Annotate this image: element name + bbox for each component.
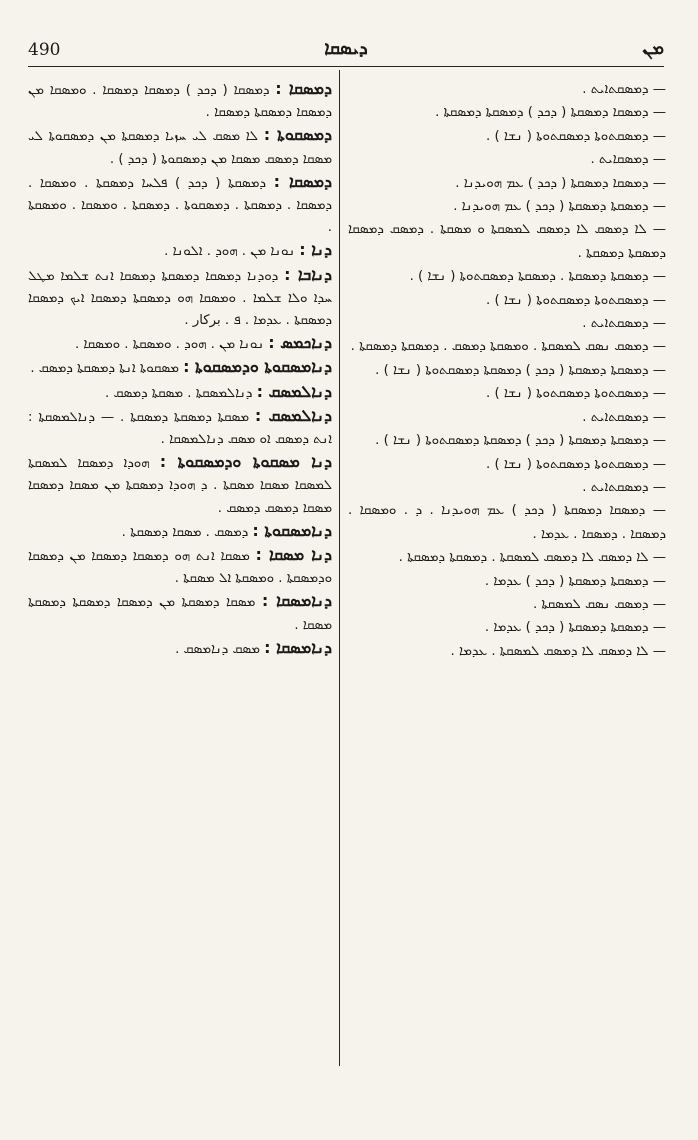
- dictionary-entry: [28, 264, 332, 333]
- dictionary-subentry: — ܕܡܣܩܬܐ ܕܡܣܩܬܐ . ܕܡܣܩܬܐ ܕܡܣܩܬܘܬܐ ( ܢܫܐ ) .: [409, 269, 666, 285]
- dictionary-subentry: — ܕܡܣܩܐܝܬ .: [590, 152, 666, 168]
- dictionary-entry: [28, 356, 332, 380]
- entry-headword: ܕܢܐܡܣܩܐ :: [264, 637, 332, 657]
- dictionary-subentry: — ܕܡܣܩܐ ܕܡܣܩܬܐ ( ܕܟܕ ) ܕܡܣܩܬܐ ܕܡܣܩܬܐ .: [435, 105, 666, 121]
- left-column: [28, 78, 332, 661]
- entry-headword: ܕܢܐܠܡܣܩ :: [254, 405, 333, 425]
- entry-definition: ܕܘܕܢܐ ܕܡܣܩܐ ܕܡܣܩܬܐ ܕܡܣܩܐ ܐܢܬ ܫܠܡܐ ܡܛܠ ܚܕܐ ܘܠܐ ܫܠܡܐ . ܘܡܣܩܐ ܗܘ ܕܡܣܩܬܐ ܕܡܣܩܐ ܐܝܟ ܕܡܣܩܐ ܕܡܣܩܬܐ . ܥܕܡܐ . ܦ . برکار .: [28, 268, 332, 329]
- dictionary-subentry: — ܕܡܣܩܬܐ ܕܡܣܩܬܐ ( ܕܟܕ ) ܥܕܡܐ .: [484, 573, 666, 589]
- entry-definition: ܗܘܕܐ ܕܡܣܩܐ ܠܡܣܩܬܐ ܠܡܣܩܐ ܡܣܩܐ ܡܣܩܬܐ . ܕ ܗܘܕܐ ܕܡܣܩܬܐ ܡܢ ܡܣܩܐ ܕܡܣܩܐ ܡܣܩܐ ܕܡܣܩ ܕܡܣܩ .: [28, 456, 332, 516]
- dictionary-subentry: — ܠܐ ܕܡܣܩ ܠܐ ܕܡܣܩ ܠܡܣܩܬܐ ܘ ܡܣܩܬܐ . ܕܡܣܩ ܕܡܣܩܐ ܕܡܣܩܬܐ ܕܡܣܩܬܐ .: [348, 222, 666, 261]
- entry-headword: ܕܢܐܡܣܩܘܬܐ ܘܕܡܣܩܘܬܐ :: [183, 357, 332, 377]
- dictionary-subentry: — ܠܐ ܕܡܣܩ ܠܐ ܕܡܣܩ ܠܡܣܩܬܐ . ܕܡܣܩܬܐ ܕܡܣܩܬܐ .: [398, 550, 666, 566]
- dictionary-entry: [28, 520, 332, 544]
- dictionary-subentry: — ܕܡܣܩܬܐܝܬ .: [582, 316, 666, 332]
- running-head: ܕܝܣܩܐ: [324, 38, 368, 59]
- entry-headword: ܕܢܐܡܣܩܐ :: [261, 591, 332, 611]
- dictionary-entry: [28, 590, 332, 636]
- entry-definition: ܢܘܢܐ ܡܢ . ܗܘܕ . ܘܡܣܩܬܐ . ܘܡܣܩܐ .: [74, 337, 264, 353]
- dictionary-subentry: — ܕܡܣܩܐ ܕܡܣܩܬܐ ( ܕܟܕ ) ܥܡ ܗܘܝܕܢܐ .: [455, 175, 666, 191]
- dictionary-entry: [28, 239, 332, 263]
- entry-definition: ܡܣܩܬܐ ܕܡܣܩܬܐ ܕܡܣܩܬܐ . — ܕܢܐܠܡܣܩܬܐ : ܐܢܬ ܕܡܣܩ ܐܘ ܡܣܩ ܕܢܐܠܡܣܩܐ .: [28, 409, 332, 448]
- entry-headword: ܕܢܐܟܡܣ :: [268, 333, 332, 353]
- column-divider: [339, 70, 340, 1066]
- dictionary-subentry: — ܕܡܣܩܬܐ ܕܡܣܩܬܐ ( ܕܟܕ ) ܥܡ ܗܘܝܕܢܐ .: [453, 199, 666, 215]
- dictionary-subentry: — ܕܡܣܩܐ ܕܡܣܩܬܐ ( ܕܟܕ ) ܥܡ ܗܘܝܕܢܐ . ܕ . ܘܡܣܩܐ . ܕܡܣܩܐ . ܕܡܣܩܐ . ܥܕܡܐ .: [348, 503, 666, 542]
- entry-definition: ܕܢܐܠܡܣܩܬܐ . ܡܣܩܬܐ ܕܡܣܩ .: [105, 385, 253, 401]
- page-header: [28, 32, 664, 66]
- dictionary-subentry: — ܕܡܣܩ ܢܣܩ ܠܡܣܩܬܐ .: [532, 596, 666, 612]
- dictionary-subentry: — ܠܐ ܕܡܣܩ ܠܐ ܕܡܣܩ ܠܡܣܩܬܐ . ܥܕܡܐ .: [450, 643, 666, 659]
- entry-headword: ܕܡܣܩܐ :: [273, 171, 333, 191]
- dictionary-subentry: — ܕܡܣܩܬܐ ܕܡܣܩܬܐ ( ܕܟܕ ) ܕܡܣܩܬܐ ܕܡܣܩܬܘܬܐ ( ܢܫܐ ) .: [375, 362, 666, 378]
- right-column: [348, 78, 666, 663]
- dictionary-entry: [28, 171, 332, 240]
- page-number: 490: [28, 40, 61, 60]
- entry-definition: ܡܣܩܘܬܐ ܐܢܬܐ ܕܡܣܩܬܐ ܕܡܣܩ .: [30, 361, 179, 377]
- dictionary-subentry: — ܕܡܣܩܬܐܝܬ .: [582, 409, 666, 425]
- entry-definition: ܕܡܣܩ . ܡܣܩܐ ܕܡܣܩܬܐ .: [121, 524, 249, 540]
- entry-definition: ܢܘܢܐ ܡܢ . ܗܘܕ . ܐܠܘܢܐ .: [164, 244, 296, 260]
- entry-definition: ܕܡܣܩܐ ( ܕܟܕ ) ܕܡܣܩܐ ܕܡܣܩܐ . ܘܡܣܩܐ ܡܢ ܕܡܣܩܐ ܕܡܣܩܬܐ ܕܡܣܩܐ .: [28, 83, 332, 121]
- header-rule: [28, 66, 664, 67]
- dictionary-entry: [28, 332, 332, 356]
- dictionary-subentry: — ܕܡܣܩܬܘܬܐ ܕܡܣܩܬܘܬܐ ( ܢܫܐ ) .: [486, 292, 666, 308]
- dictionary-subentry: — ܕܡܣܩ ܢܣܩ ܠܡܣܩܬܐ . ܘܡܣܩܬܐ ܕܡܣܩ . ܕܡܣܩܬܐ ܕܡܣܩܬܐ .: [350, 339, 666, 355]
- entry-headword: ܕܢܐܒܐ :: [284, 264, 332, 284]
- dictionary-subentry: — ܕܡܣܩܬܘܬܐ ܕܡܣܩܬܘܬܐ ( ܢܫܐ ) .: [486, 456, 666, 472]
- entry-definition: ܡܣܩܐ ܐܢܬ ܗܘ ܕܡܣܩܐ ܕܡܣܩܐ ܡܢ ܕܡܣܩܐ ܘܕܡܣܩܬܐ . ܘܡܣܩܬܐ ܐܠ ܡܣܩܬܐ .: [28, 549, 332, 587]
- dictionary-entry: [28, 451, 332, 520]
- entry-headword: ܕܢܐ ܡܣܩܘܬܐ ܘܕܡܣܩܘܬܐ :: [159, 452, 332, 472]
- dictionary-entry: [28, 637, 332, 661]
- dictionary-subentry: — ܕܡܣܩܬܐܝܬ .: [582, 479, 666, 495]
- dictionary-subentry: — ܕܡܣܩܬܘܬܐ ܕܡܣܩܬܘܬܐ ( ܢܫܐ ) .: [486, 386, 666, 402]
- dictionary-subentry: — ܕܡܣܩܬܐܝܬ .: [582, 82, 666, 97]
- dictionary-entry: [28, 544, 332, 590]
- entry-definition: ܡܣܩ ܕܢܐܡܣܩ .: [175, 641, 260, 657]
- section-head: ܡܢ: [642, 38, 664, 59]
- dictionary-subentry: — ܕܡܣܩܬܐ ܕܡܣܩܬܐ ( ܕܟܕ ) ܕܡܣܩܬܐ ܕܡܣܩܬܘܬܐ ( ܢܫܐ ) .: [375, 433, 666, 449]
- entry-headword: ܕܡܣܩܐ :: [275, 79, 332, 98]
- dictionary-subentry: — ܕܡܣܩܬܘܬܐ ܕܡܣܩܬܘܬܐ ( ܢܫܐ ) .: [486, 128, 666, 144]
- entry-headword: ܕܢܐܡܣܩܘܬܐ :: [252, 520, 332, 540]
- dictionary-subentry: — ܕܡܣܩܬܐ ܕܡܣܩܬܐ ( ܕܟܕ ) ܥܕܡܐ .: [484, 620, 666, 636]
- dictionary-entry: [28, 124, 332, 170]
- entry-definition: ܡܣܩܐ ܕܡܣܩܬܐ ܡܢ ܕܡܣܩܐ ܕܡܣܩܬܐ ܕܡܣܩܬܐ ܡܣܩܐ .: [28, 595, 332, 633]
- dictionary-entry: [28, 381, 332, 405]
- dictionary-entry: [28, 405, 332, 451]
- entry-headword: ܕܢܐ ܡܣܩܐ :: [255, 545, 332, 565]
- entry-definition: ܠܐ ܡܣܩ ܠܝ ܚܙܝܐ ܕܡܣܩܬܐ ܡܢ ܕܡܣܩܘܬܐ ܠܝ ܡܣܩܐ ܕܡܣܩ ܡܣܩܐ ܡܢ ܕܡܣܩܘܬܐ ( ܕܟܕ ) .: [28, 129, 332, 167]
- entry-definition: ܕܡܣܩܬܐ ( ܕܟܕ ) ܦܠܚܐ ܕܡܣܩܬܐ . ܘܡܣܩܐ . ܕܡܣܩܐ . ܕܡܣܩܬܐ . ܕܡܣܩܘܬܐ . ܕܡܣܩܬܐ . ܘܡܣܩܐ . ܘܡܣܩܬܐ .: [28, 175, 332, 236]
- entry-headword: ܕܡܣܩܘܬܐ :: [263, 125, 332, 145]
- dictionary-entry: [28, 78, 332, 124]
- entry-headword: ܕܢܐܠܡܣܩ :: [256, 381, 332, 401]
- entry-headword: ܕܢܐ :: [299, 240, 332, 260]
